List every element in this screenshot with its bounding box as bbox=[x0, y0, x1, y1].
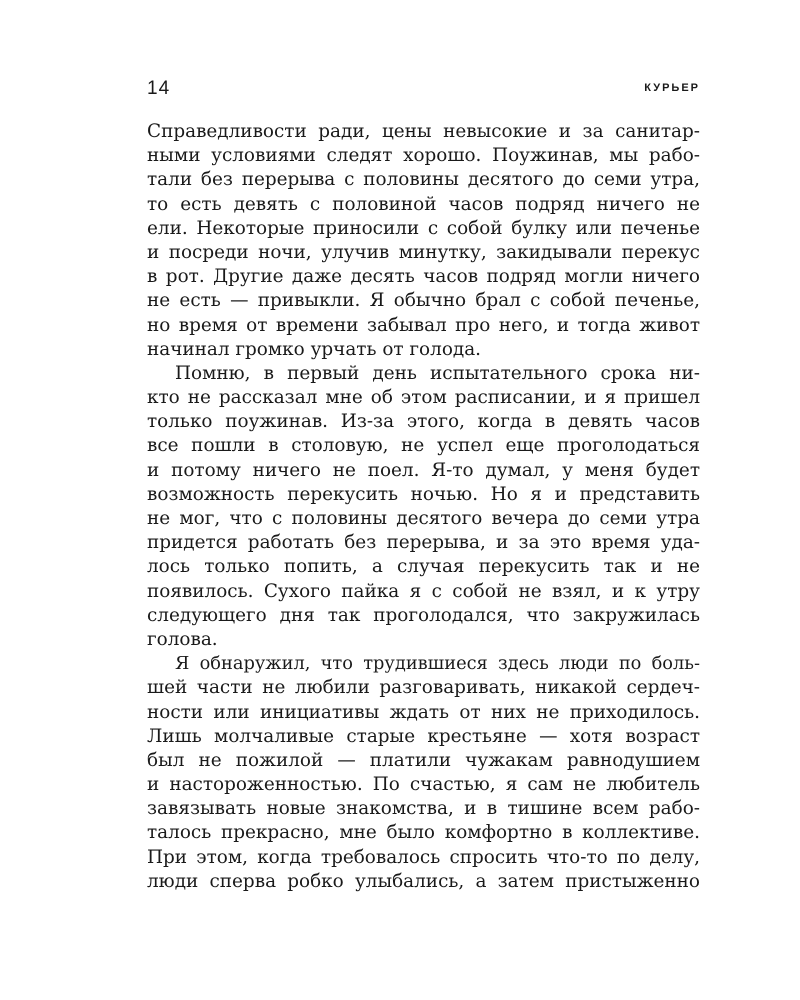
text-line: только поужинав. Из-за этого, когда в девять часов bbox=[147, 411, 700, 433]
text-line: шей части не любили разговаривать, никакой сердеч- bbox=[147, 677, 700, 699]
running-head: КУРЬЕР bbox=[644, 82, 700, 94]
text-line: тали без перерыва с половины десятого до семи утра, bbox=[147, 169, 700, 191]
text-line: появилось. Сухого пайка я с собой не взял, и к утру bbox=[147, 580, 700, 602]
text-line: то есть девять с половиной часов подряд ничего не bbox=[147, 193, 700, 215]
text-line: не есть — привыкли. Я обычно брал с собой печенье, bbox=[147, 290, 700, 312]
text-line: и посреди ночи, улучив минутку, закидывали перекус bbox=[147, 241, 700, 263]
text-line: голова. bbox=[147, 628, 218, 650]
text-line: следующего дня так проголодался, что закружилась bbox=[147, 604, 700, 626]
text-line: Лишь молчаливые старые крестьяне — хотя возраст bbox=[147, 725, 700, 747]
text-line: и потому ничего не поел. Я-то думал, у меня будет bbox=[147, 459, 700, 481]
paragraph bbox=[147, 120, 700, 362]
text-line: При этом, когда требовалось спросить что-то по делу, bbox=[147, 846, 700, 868]
body-text bbox=[147, 120, 700, 894]
paragraph bbox=[147, 652, 700, 894]
text-line: возможность перекусить ночью. Но я и представить bbox=[147, 483, 700, 505]
text-line: но время от времени забывал про него, и тогда живот bbox=[147, 314, 700, 336]
text-line: лось только попить, а случая перекусить так и не bbox=[147, 556, 700, 578]
paragraph bbox=[147, 362, 700, 652]
text-line: люди сперва робко улыбались, а затем пристыженно bbox=[147, 870, 700, 892]
text-line: и настороженностью. По счастью, я сам не любитель bbox=[147, 774, 700, 796]
text-line: кто не рассказал мне об этом расписании, и я пришел bbox=[147, 387, 700, 409]
text-line: все пошли в столовую, не успел еще проголодаться bbox=[147, 435, 700, 457]
text-line: был не пожилой — платили чужакам равнодушием bbox=[147, 749, 700, 771]
text-line: Помню, в первый день испытательного срока ни- bbox=[175, 362, 700, 384]
text-line: талось прекрасно, мне было комфортно в коллективе. bbox=[147, 822, 700, 844]
text-line: Я обнаружил, что трудившиеся здесь люди по боль- bbox=[175, 653, 700, 675]
text-line: начинал громко урчать от голода. bbox=[147, 338, 482, 360]
text-line: ными условиями следят хорошо. Поужинав, мы рабо- bbox=[147, 145, 700, 167]
text-line: ели. Некоторые приносили с собой булку или печенье bbox=[147, 217, 700, 239]
text-line: придется работать без перерыва, и за это время уда- bbox=[147, 532, 700, 554]
text-line: Справедливости ради, цены невысокие и за санитар- bbox=[147, 121, 700, 142]
text-line: ности или инициативы ждать от них не приходилось. bbox=[147, 701, 700, 723]
page-number: 14 bbox=[147, 78, 171, 99]
text-line: завязывать новые знакомства, и в тишине всем рабо- bbox=[147, 798, 700, 820]
text-line: не мог, что с половины десятого вечера до семи утра bbox=[147, 508, 700, 529]
text-line: в рот. Другие даже десять часов подряд могли ничего bbox=[147, 266, 700, 288]
